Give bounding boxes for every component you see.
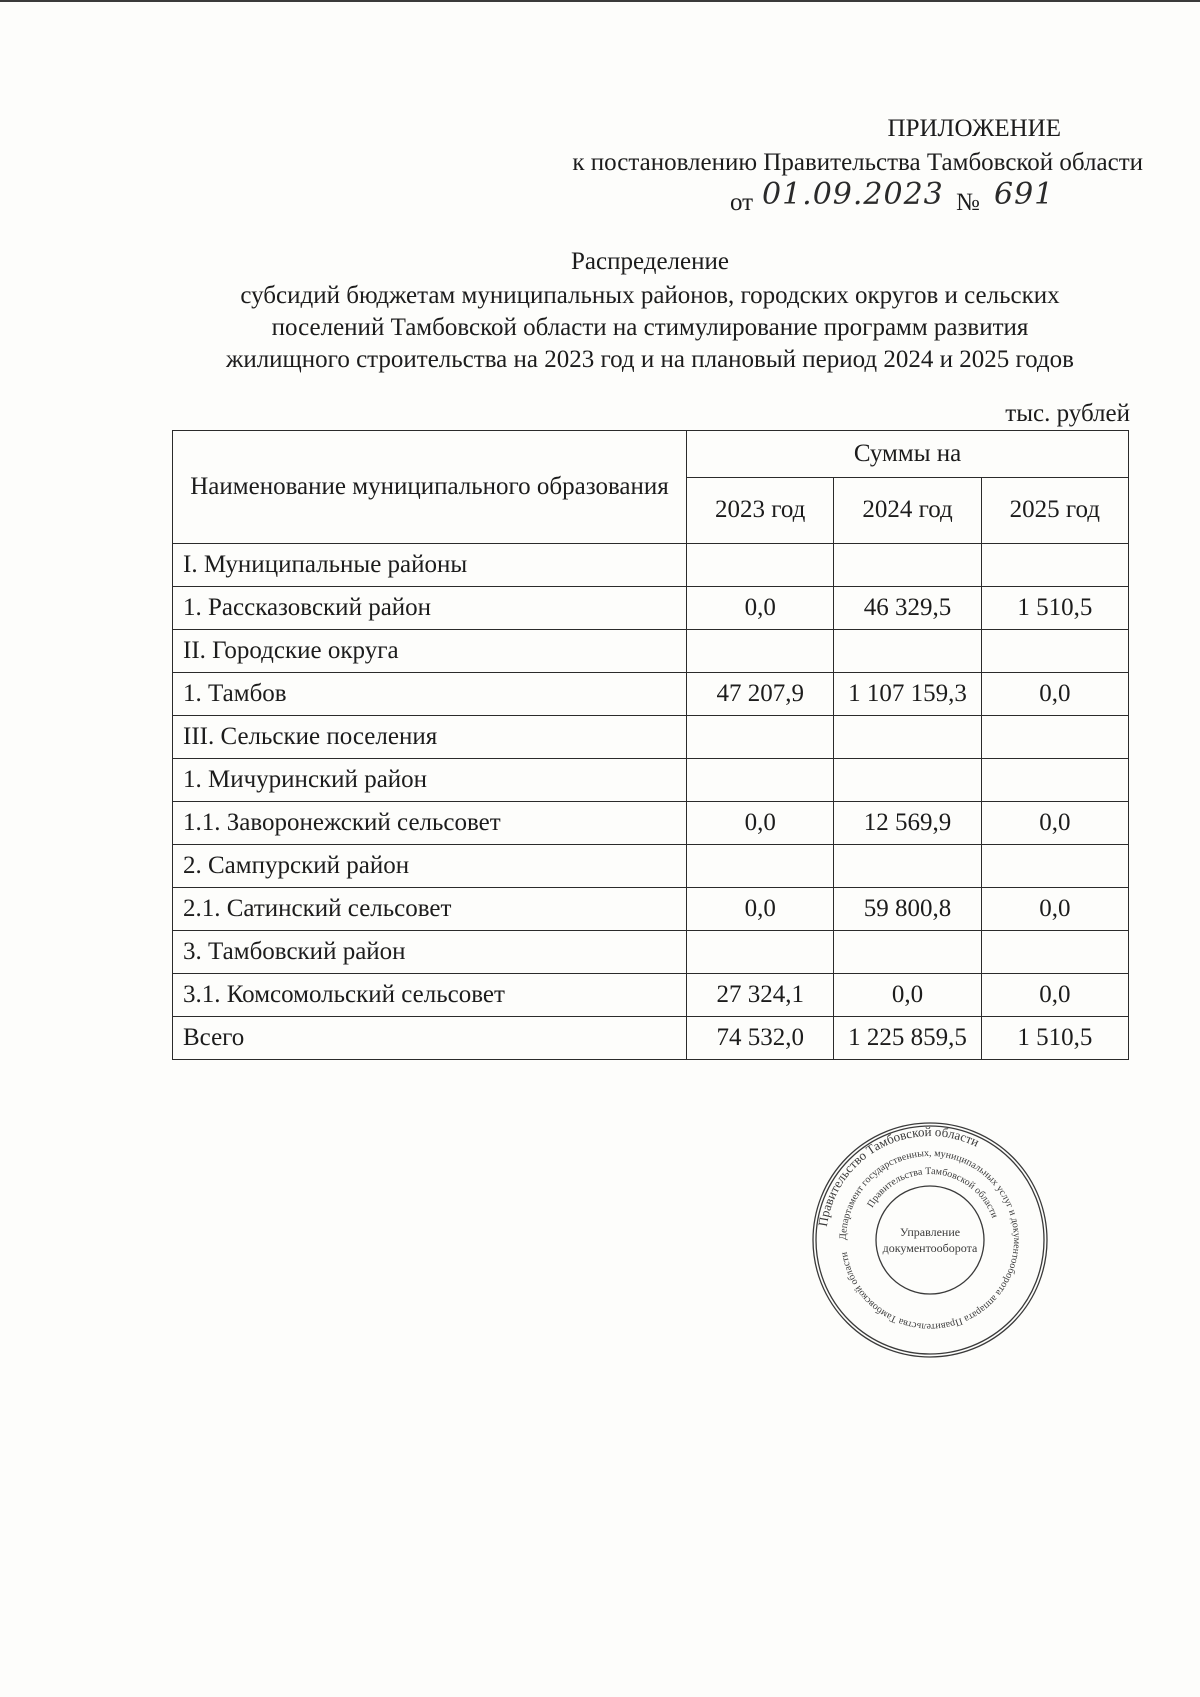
heading-line-2: поселений Тамбовской области на стимулирование программ развития	[271, 314, 1029, 341]
value-2023	[687, 716, 834, 759]
value-2024: 0,0	[834, 974, 981, 1017]
appendix-title: ПРИЛОЖЕНИЕ	[887, 115, 1061, 142]
value-2023	[687, 630, 834, 673]
value-2023	[687, 931, 834, 974]
official-seal	[810, 1120, 1050, 1360]
value-2025: 0,0	[981, 673, 1128, 716]
row-name: 1.1. Заворонежский сельсовет	[173, 802, 687, 845]
table-row	[173, 845, 1129, 888]
heading-line-3: жилищного строительства на 2023 год и на плановый период 2024 и 2025 годов	[226, 346, 1074, 373]
value-2023: 0,0	[687, 802, 834, 845]
from-label: от	[730, 189, 754, 216]
heading-title: Распределение	[571, 248, 729, 275]
value-2025: 0,0	[981, 974, 1128, 1017]
value-2024	[834, 716, 981, 759]
value-2024: 1 107 159,3	[834, 673, 981, 716]
value-2023: 27 324,1	[687, 974, 834, 1017]
page-top-border	[0, 0, 1200, 2]
row-name: III. Сельские поселения	[173, 716, 687, 759]
header-sums: Суммы на	[687, 431, 1129, 478]
value-2025	[981, 759, 1128, 802]
row-name: 2.1. Сатинский сельсовет	[173, 888, 687, 931]
value-2025	[981, 630, 1128, 673]
value-2024	[834, 931, 981, 974]
value-2024: 59 800,8	[834, 888, 981, 931]
row-name: 3.1. Комсомольский сельсовет	[173, 974, 687, 1017]
row-name: 1. Тамбов	[173, 673, 687, 716]
row-name: Всего	[173, 1017, 687, 1060]
table-row	[173, 1017, 1129, 1060]
value-2024: 12 569,9	[834, 802, 981, 845]
table-row	[173, 759, 1129, 802]
value-2025	[981, 931, 1128, 974]
handwritten-number: 691	[994, 177, 1055, 212]
heading-line-1: субсидий бюджетам муниципальных районов, городских округов и сельских	[240, 282, 1060, 309]
table-row	[173, 931, 1129, 974]
table-row	[173, 802, 1129, 845]
header-year-2023: 2023 год	[687, 477, 834, 543]
seal-center-line-1: Управление	[899, 1225, 961, 1239]
value-2024: 1 225 859,5	[834, 1017, 981, 1060]
table-row	[173, 888, 1129, 931]
units-label: тыс. рублей	[1005, 400, 1130, 427]
document-heading	[150, 246, 1150, 376]
row-name: 1. Рассказовский район	[173, 587, 687, 630]
value-2025: 0,0	[981, 802, 1128, 845]
seal-outer-text: Правительство Тамбовской области	[814, 1123, 982, 1228]
value-2025	[981, 544, 1128, 587]
value-2025	[981, 845, 1128, 888]
value-2023	[687, 544, 834, 587]
value-2023: 0,0	[687, 587, 834, 630]
seal-center-line-2: документооборота	[882, 1241, 978, 1255]
value-2024: 46 329,5	[834, 587, 981, 630]
row-name: 2. Сампурский район	[173, 845, 687, 888]
value-2024	[834, 845, 981, 888]
value-2025: 1 510,5	[981, 587, 1128, 630]
subsidy-table	[172, 430, 1129, 1060]
seal-inner-ring	[876, 1186, 984, 1294]
table-row	[173, 630, 1129, 673]
number-label: №	[956, 189, 980, 216]
row-name: 1. Мичуринский район	[173, 759, 687, 802]
row-name: II. Городские округа	[173, 630, 687, 673]
row-name: 3. Тамбовский район	[173, 931, 687, 974]
value-2025: 1 510,5	[981, 1017, 1128, 1060]
value-2024	[834, 759, 981, 802]
table-row	[173, 544, 1129, 587]
value-2025: 0,0	[981, 888, 1128, 931]
value-2023: 0,0	[687, 888, 834, 931]
value-2023: 74 532,0	[687, 1017, 834, 1060]
header-year-2024: 2024 год	[834, 477, 981, 543]
header-municipality: Наименование муниципального образования	[173, 431, 687, 544]
seal-middle-text: Департамент государственных, муниципальных услуг и документооборота аппарата Правительства Тамбовской области	[837, 1147, 1023, 1333]
value-2024	[834, 630, 981, 673]
value-2023	[687, 845, 834, 888]
handwritten-date: 01.09.2023	[762, 177, 944, 212]
appendix-block	[380, 112, 1143, 220]
appendix-date-line	[380, 177, 1143, 220]
value-2025	[981, 716, 1128, 759]
row-name: I. Муниципальные районы	[173, 544, 687, 587]
table-row	[173, 587, 1129, 630]
appendix-subtitle: к постановлению Правительства Тамбовской области	[572, 149, 1143, 176]
header-year-2025: 2025 год	[981, 477, 1128, 543]
value-2023: 47 207,9	[687, 673, 834, 716]
table-row	[173, 974, 1129, 1017]
value-2023	[687, 759, 834, 802]
table-row	[173, 716, 1129, 759]
table-row	[173, 673, 1129, 716]
seal-inner-text: Правительства Тамбовской области	[865, 1165, 1000, 1220]
value-2024	[834, 544, 981, 587]
